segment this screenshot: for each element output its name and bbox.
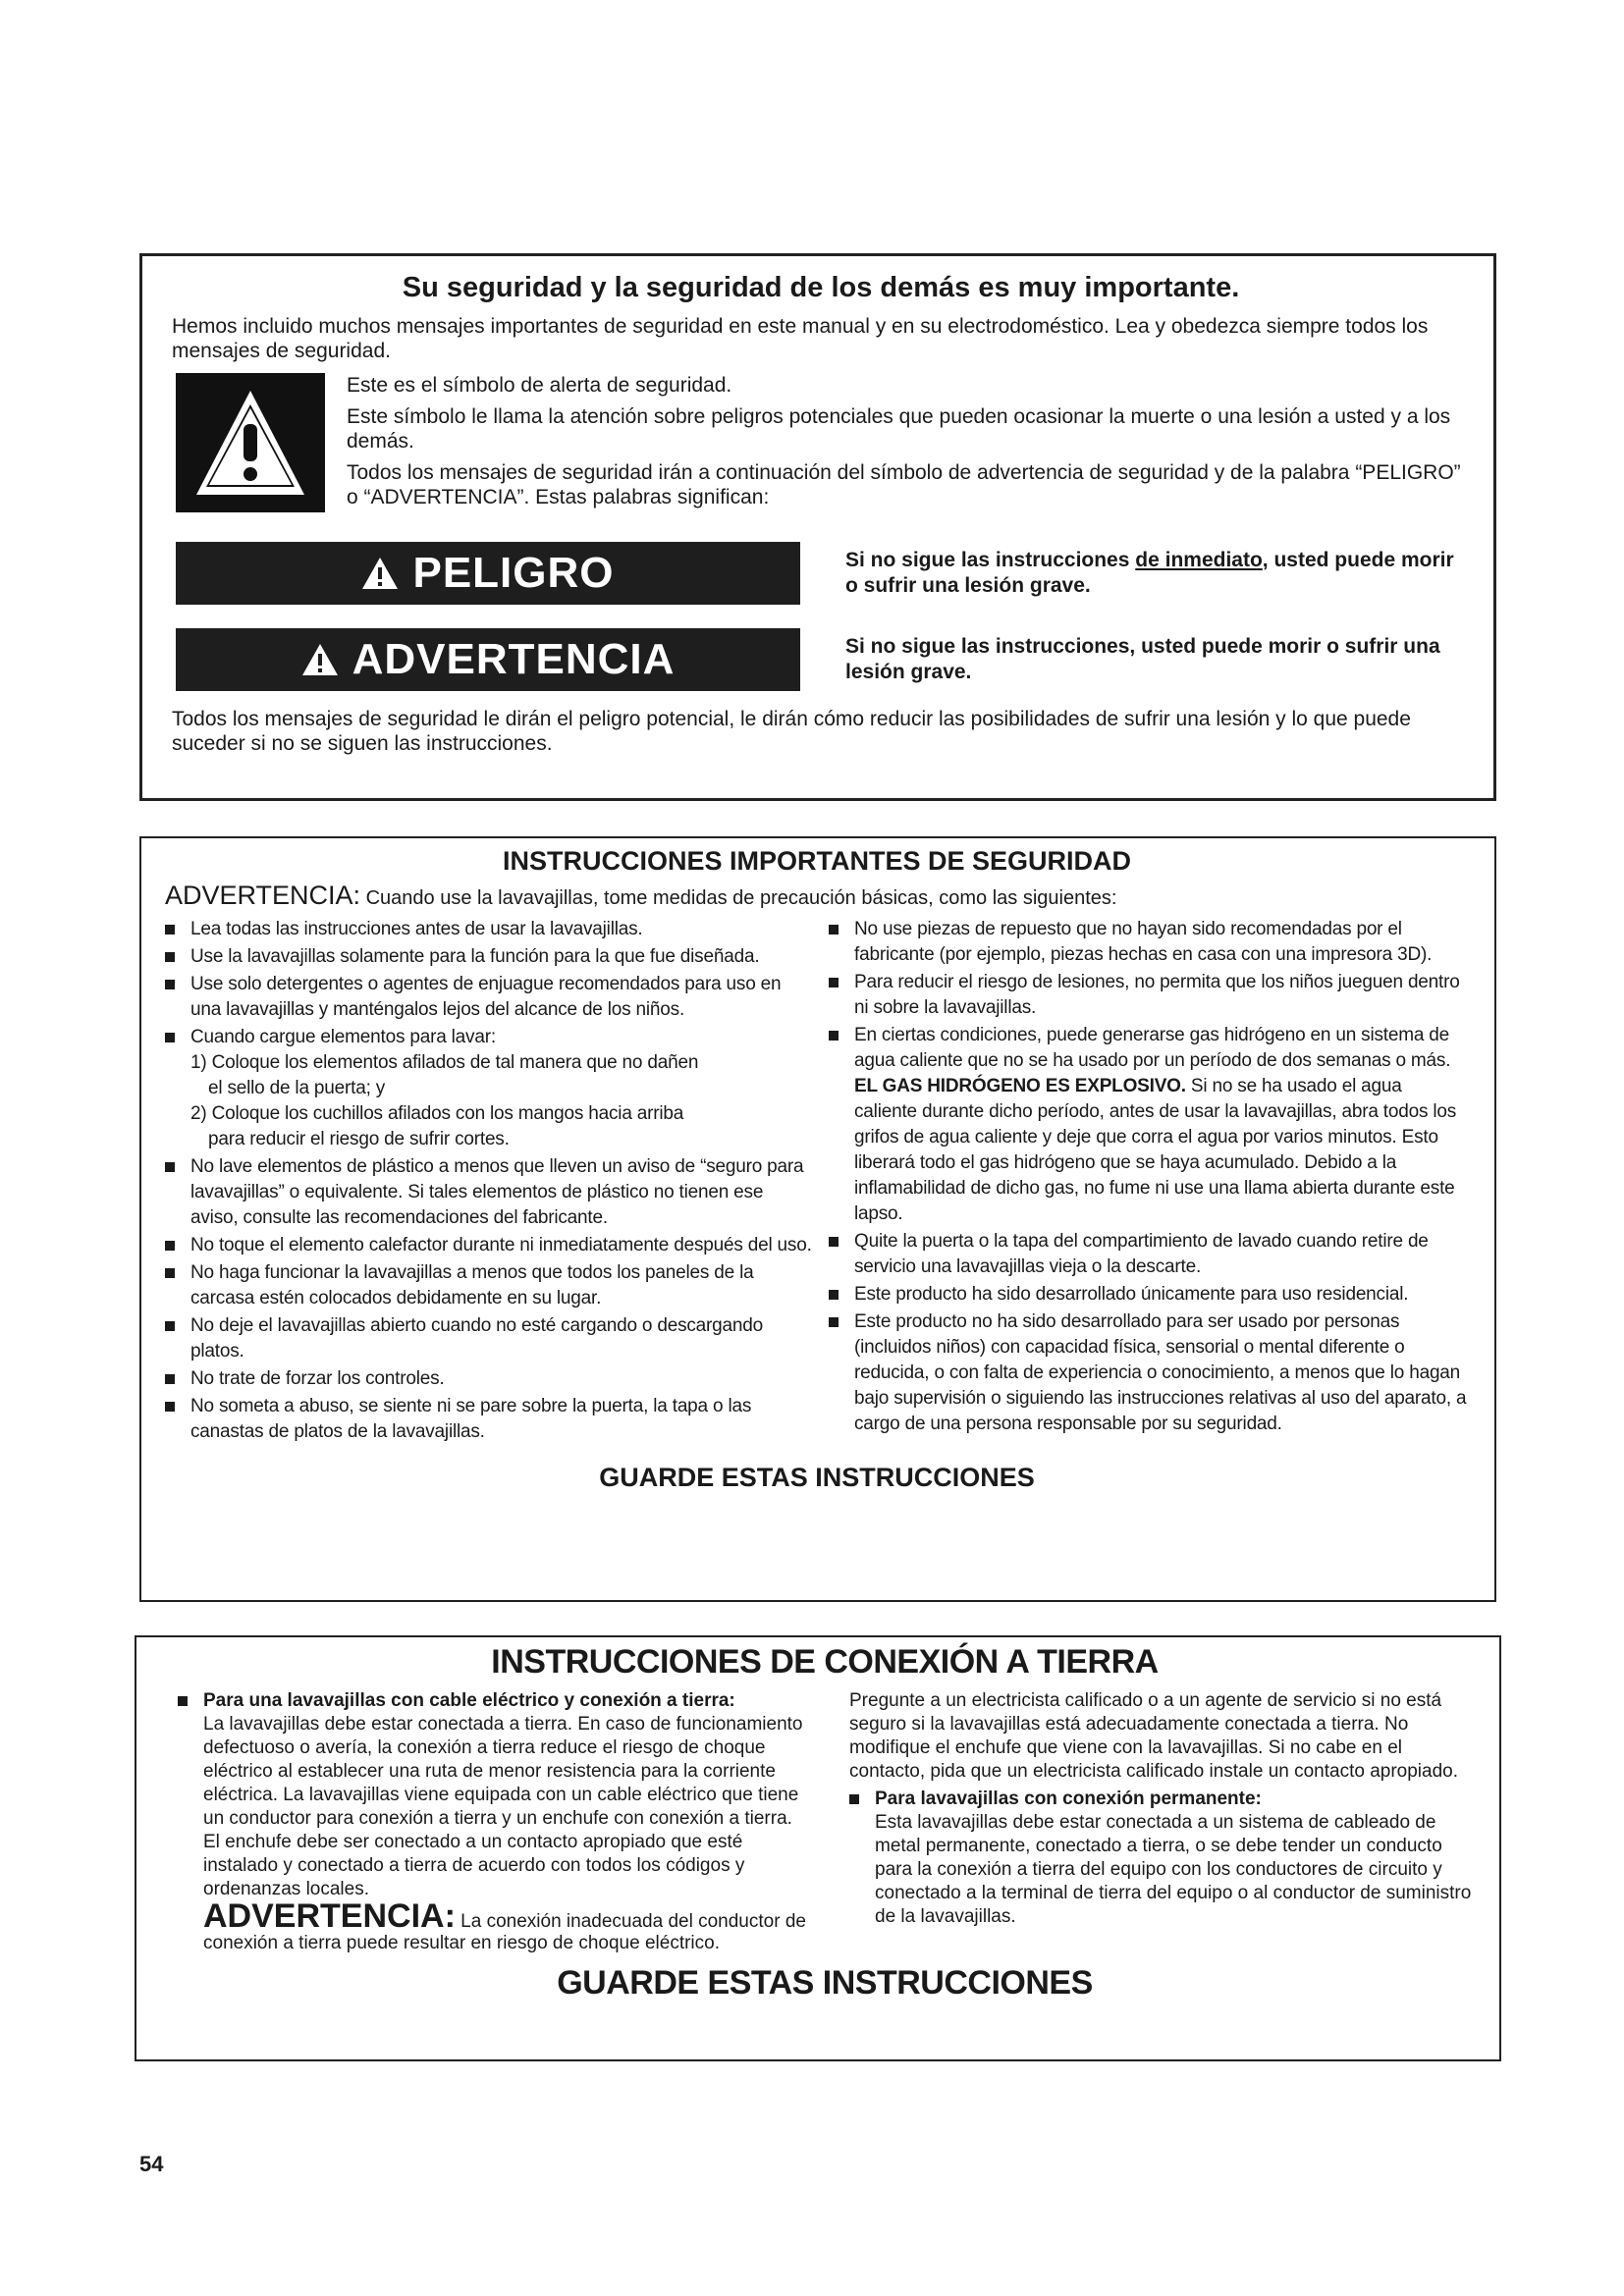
safety-heading: Su seguridad y la seguridad de los demás es muy importante. [402, 272, 1240, 303]
list-item: Cuando cargue elementos para lavar: [165, 1025, 813, 1050]
page-number: 54 [139, 2152, 164, 2176]
list-item: No deje el lavavajillas abierto cuando no esté cargando o descargando platos. [165, 1313, 813, 1364]
left-column [165, 917, 813, 1447]
list-item: No someta a abuso, se siente ni se pare sobre la puerta, la tapa o las canastas de platos de la lavavajillas. [165, 1394, 813, 1445]
safety-alert-icon [176, 373, 325, 512]
save-instructions-heading: GUARDE ESTAS INSTRUCCIONES [599, 1463, 1035, 1492]
list-item: No trate de forzar los controles. [165, 1366, 813, 1392]
important-instructions-box [139, 836, 1496, 1602]
important-warning: ADVERTENCIA: Cuando use la lavavajillas, tome medidas de precaución básicas, como las siguientes: [165, 881, 1117, 910]
warning-triangle-icon [301, 643, 339, 676]
safety-box [139, 253, 1496, 801]
grounding-left-column [178, 1689, 806, 1954]
warning-row [172, 628, 1470, 691]
list-subitem: 1) Coloque los elementos afilados de tal manera que no dañen [190, 1052, 699, 1073]
cord-title: Para una lavavajillas con cable eléctrico y conexión a tierra: [178, 1689, 806, 1713]
list-item: Este producto no ha sido desarrollado para ser usado por personas (incluidos niños) con capacidad física, sensorial o mental diferente o reducida, o con falta de experiencia o conocimiento, a menos que lo hagan bajo supervisión o siguiendo las instrucciones relativas al uso del aparato, a cargo de una persona responsable por su seguridad. [829, 1309, 1469, 1437]
warning-label: ADVERTENCIA [352, 635, 676, 683]
list-item: No lave elementos de plástico a menos que lleven un aviso de “seguro para lavavajillas” o equivalente. Si tales elementos de plástico no tienen ese aviso, consulte las recomendaciones del fabricante. [165, 1154, 813, 1231]
alert-text-3: Todos los mensajes de seguridad irán a continuación del símbolo de advertencia de seguridad y de la palabra “PELIGRO” o “ADVERTENCIA”. Estas palabras significan: [347, 461, 1461, 508]
list-item: Este producto ha sido desarrollado únicamente para uso residencial. [829, 1282, 1469, 1308]
grounding-advice: Pregunte a un electricista calificado o a un agente de servicio si no está seguro si la lavavajillas está adecuadamente conectada a tierra. No modifique el enchufe que viene con la lavavajillas. Si no cabe en el contacto, pida que un electricista calificado instale un contacto apropiado. [849, 1690, 1459, 1782]
grounding-instructions-box [135, 1635, 1501, 2061]
list-item: Use solo detergentes o agentes de enjuague recomendados para uso en una lavavajillas y manténgalos lejos del alcance de los niños. [165, 972, 813, 1023]
permanent-text: Esta lavavajillas debe estar conectada a un sistema de cableado de metal permanente, conectado a tierra, o se debe tender un conducto para la conexión a tierra del equipo con los conductores de circuito y conectado a la terminal de tierra del equipo o al conductor de suministro de la lavavajillas. [875, 1812, 1472, 1927]
grounding-warning: ADVERTENCIA: La conexión inadecuada del conductor de conexión a tierra puede resultar en riesgo de choque eléctrico. [203, 1897, 806, 1953]
danger-row [172, 542, 1470, 605]
list-item: No toque el elemento calefactor durante ni inmediatamente después del uso. [165, 1233, 813, 1258]
grounding-heading: INSTRUCCIONES DE CONEXIÓN A TIERRA [491, 1643, 1159, 1681]
safety-footer: Todos los mensajes de seguridad le dirán el peligro potencial, le dirán cómo reducir las posibilidades de sufrir una lesión y lo que puede suceder si no se siguen las instrucciones. [172, 708, 1411, 755]
grounding-right-column [849, 1689, 1472, 1954]
alert-text-1: Este es el símbolo de alerta de seguridad. [347, 374, 732, 397]
list-item: Use la lavavajillas solamente para la función para la que fue diseñada. [165, 944, 813, 970]
list-item: En ciertas condiciones, puede generarse gas hidrógeno en un sistema de agua caliente que no se ha usado por un período de dos semanas o más. EL GAS HIDRÓGENO ES EXPLOSIVO. Si no se ha usado el agua caliente durante dicho período, antes de usar la lavavajillas, abra todos los grifos de agua caliente y deje que corra el agua por varios minutos. Esto liberará todo el gas hidrógeno que se haya acumulado. Debido a la inflamabilidad de dicho gas, no fume ni use una llama abierta durante este lapso. [829, 1023, 1469, 1227]
danger-label-box [176, 542, 800, 605]
alert-text-2: Este símbolo le llama la atención sobre peligros potenciales que pueden ocasionar la muerte o una lesión a usted y a los demás. [347, 405, 1451, 453]
warning-triangle-icon [361, 557, 399, 590]
warning-description: Si no sigue las instrucciones, usted puede morir o sufrir una lesión grave. [845, 635, 1440, 683]
list-item: Quite la puerta o la tapa del compartimiento de lavado cuando retire de servicio una lavavajillas vieja o la descarte. [829, 1229, 1469, 1280]
save-instructions-heading: GUARDE ESTAS INSTRUCCIONES [557, 1964, 1093, 2002]
right-column [829, 917, 1469, 1447]
danger-description: Si no sigue las instrucciones de inmediato, usted puede morir o sufrir una lesión grave. [845, 549, 1454, 597]
permanent-title: Para lavavajillas con conexión permanente: [849, 1788, 1472, 1811]
list-item: Lea todas las instrucciones antes de usar la lavavajillas. [165, 917, 813, 942]
list-item: Para reducir el riesgo de lesiones, no permita que los niños jueguen dentro ni sobre la lavavajillas. [829, 970, 1469, 1021]
safety-intro: Hemos incluido muchos mensajes importantes de seguridad en este manual y en su electrodoméstico. Lea y obedezca siempre todos los mensajes de seguridad. [172, 315, 1429, 362]
list-subitem: 2) Coloque los cuchillos afilados con los mangos hacia arriba [190, 1103, 684, 1124]
cord-text: La lavavajillas debe estar conectada a tierra. En caso de funcionamiento defectuoso o avería, la conexión a tierra reduce el riesgo de choque eléctrico al establecer una ruta de menor resistencia para la corriente eléctrica. La lavavajillas viene equipada con un cable eléctrico que tiene un conductor para conexión a tierra y un enchufe con conexión a tierra. El enchufe debe ser conectado a un contacto apropiado que esté instalado y conectado a tierra de acuerdo con todos los códigos y ordenanzas locales. [203, 1714, 803, 1899]
list-item: No use piezas de repuesto que no hayan sido recomendadas por el fabricante (por ejemplo, piezas hechas en casa con una impresora 3D). [829, 917, 1469, 968]
danger-label: PELIGRO [412, 549, 615, 597]
list-item: No haga funcionar la lavavajillas a menos que todos los paneles de la carcasa estén colocados debidamente en su lugar. [165, 1260, 813, 1311]
list-subitem: el sello de la puerta; y [208, 1078, 386, 1098]
important-heading: INSTRUCCIONES IMPORTANTES DE SEGURIDAD [502, 846, 1132, 876]
list-subitem: para reducir el riesgo de sufrir cortes. [208, 1129, 510, 1149]
alert-symbol-row [172, 373, 1470, 516]
warning-label-box [176, 628, 800, 691]
